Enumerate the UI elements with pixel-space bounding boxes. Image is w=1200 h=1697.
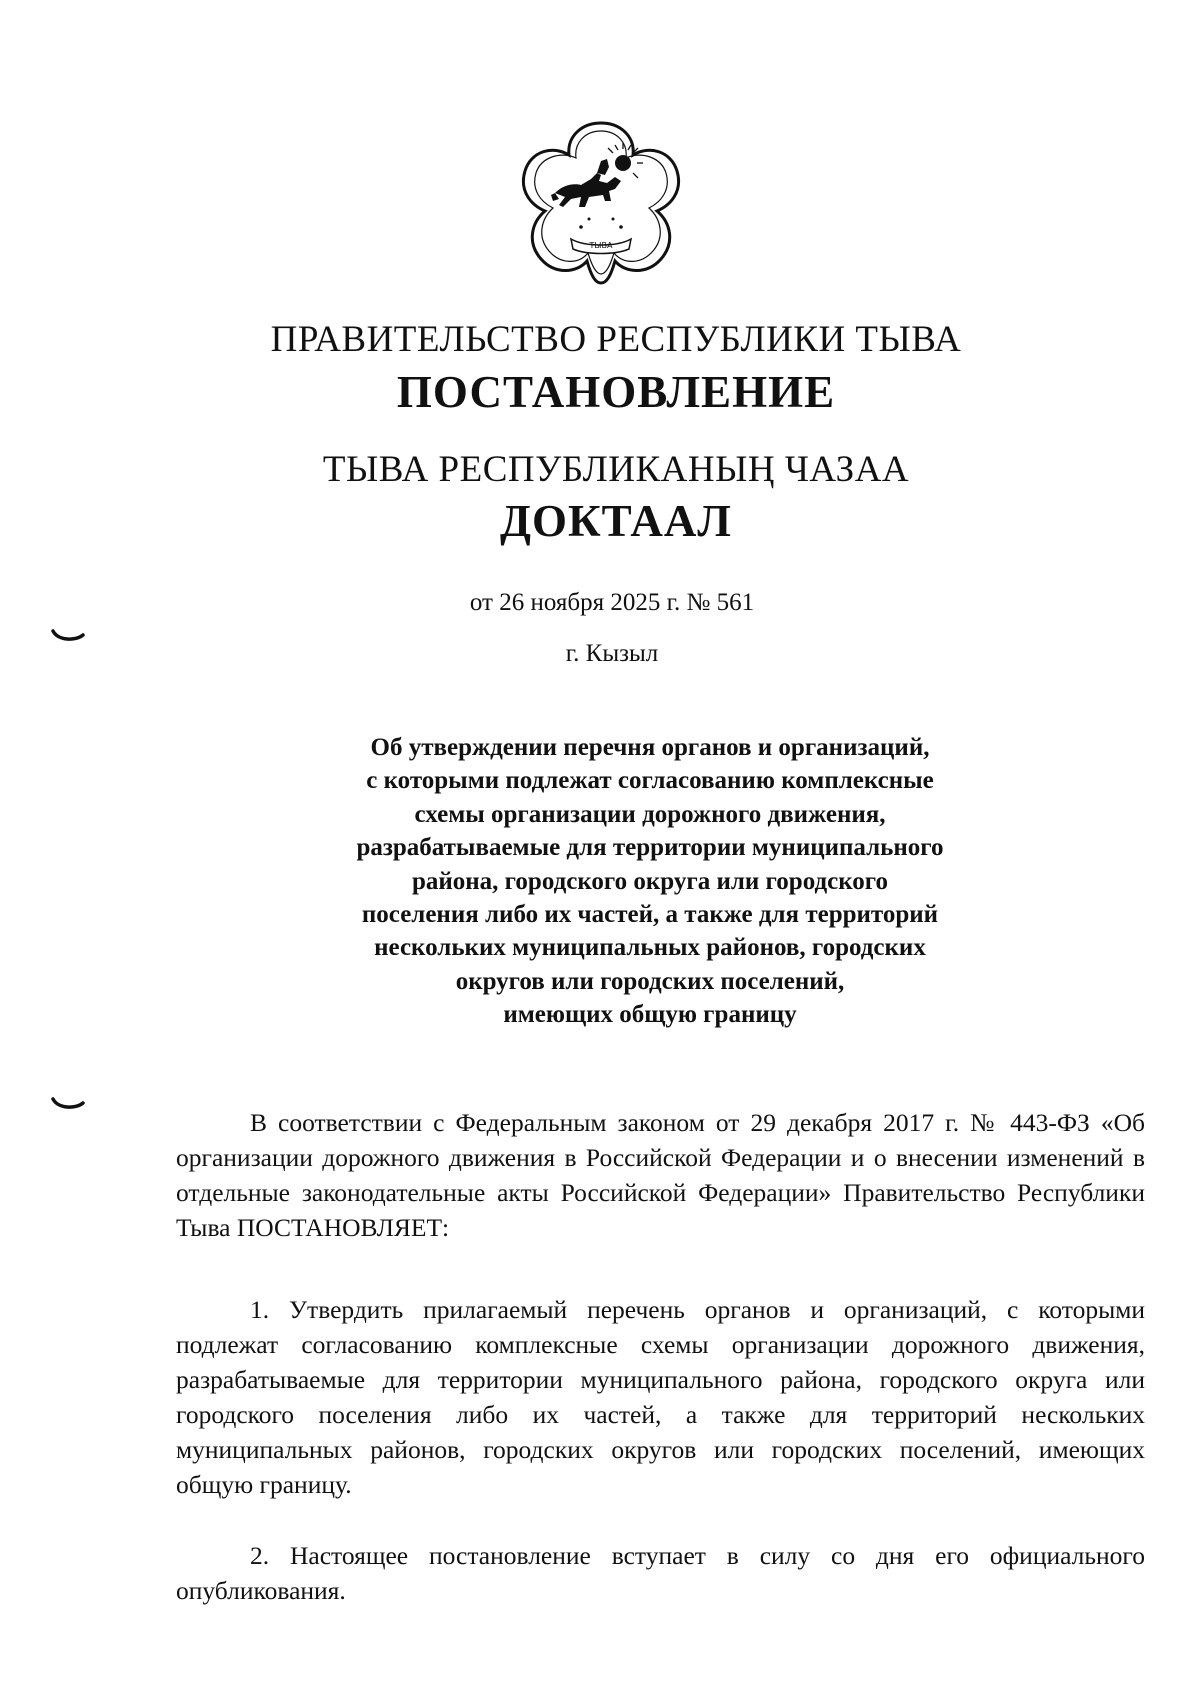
body-paragraph-item-2 — [176, 1538, 1145, 1608]
margin-mark — [50, 1097, 86, 1111]
title-line: Об утверждении перечня органов и организаций, — [370, 734, 930, 761]
paragraph-text: 1. Утвердить прилагаемый перечень органов и организаций, с которыми подлежат согласованию комплексные схемы организации дорожного движения, разрабатываемые для территории муниципального района, городского округа или городского поселения либо их частей, а также для территорий нескольких муниципальных районов, городских округов или городских поселений, имеющих общую границу. — [176, 1295, 1145, 1499]
paragraph-text: В соответствии с Федеральным законом от 29 декабря 2017 г. № 443-ФЗ «Об организации дорожного движения в Российской Федерации и о внесении изменений в отдельные законодательные акты Российской Федерации» Правительство Республики Тыва ПОСТАНОВЛЯЕТ: — [176, 1108, 1145, 1242]
emblem-inscription: ТЫВА — [589, 241, 613, 250]
title-line: имеющих общую границу — [503, 1001, 797, 1029]
title-line: нескольких муниципальных районов, городских — [374, 934, 926, 962]
body-paragraph-item-1 — [176, 1292, 1145, 1502]
decree-city: г. Кызыл — [565, 640, 659, 667]
title-line: разрабатываемые для территории муниципального — [356, 834, 944, 862]
title-line: округов или городских поселений, — [455, 967, 845, 995]
title-line: района, городского округа или городского — [411, 867, 889, 895]
government-name-ru: ПРАВИТЕЛЬСТВО РЕСПУБЛИКИ ТЫВА — [270, 319, 962, 360]
body-paragraph-preamble — [176, 1105, 1145, 1245]
paragraph-text: 2. Настоящее постановление вступает в силу со дня его официального опубликования. — [176, 1541, 1145, 1605]
decree-title — [300, 731, 1000, 1032]
decree-type-ru: ПОСТАНОВЛЕНИЕ — [396, 367, 836, 417]
title-line: с которыми подлежат согласованию комплексные — [366, 767, 934, 795]
government-name-tyv: ТЫВА РЕСПУБЛИКАНЫҢ ЧАЗАА — [322, 449, 910, 490]
decree-date-number: от 26 ноября 2025 г. № 561 — [469, 589, 755, 616]
title-line: схемы организации дорожного движения, — [414, 800, 886, 828]
title-line: поселения либо их частей, а также для территорий — [361, 901, 939, 929]
decree-type-tyv: ДОКТААЛ — [500, 496, 732, 546]
coat-of-arms-icon — [515, 115, 687, 287]
